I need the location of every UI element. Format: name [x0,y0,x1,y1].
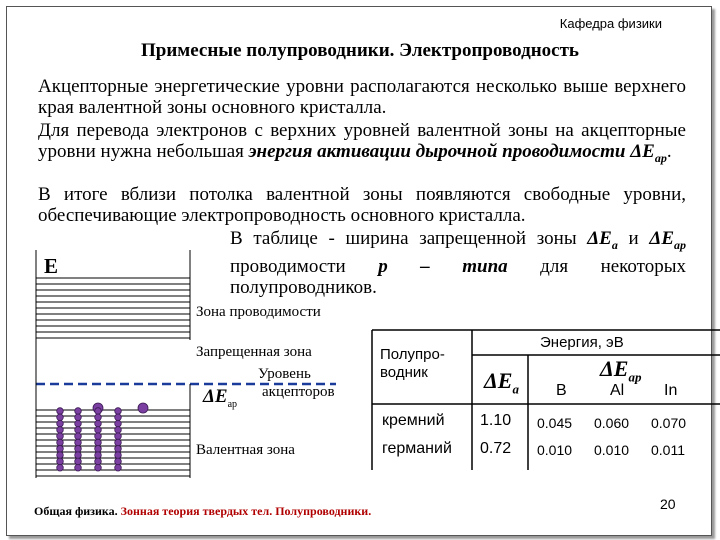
footer-topic: Зонная теория твердых тел. Полупроводники. [120,504,372,518]
row-germanium-B: 0.010 [537,442,573,458]
p-type-term: p – типа [378,255,508,277]
row-silicon-B: 0.045 [537,415,573,431]
dEap-term: ΔE [649,228,674,249]
delta-ap-symbol: ΔE [203,386,228,407]
row-silicon-Al: 0.060 [594,415,630,431]
row-germanium-In: 0.011 [651,442,685,458]
department-label: Кафедра физики [559,16,662,31]
energy-axis-label: E [44,254,59,278]
paragraph-4-text-a: В таблице - ширина запрещенной зоны [230,228,588,249]
row-silicon-In: 0.070 [651,415,687,431]
paragraph-4-text-c: для некоторых полупроводников. [230,255,686,298]
activation-energy-term: энергия активации дырочной проводимости ΔE [248,141,655,162]
forbidden-gap-label: Запрещенная зона [196,344,312,360]
dEa-term: ΔE [587,228,612,249]
table-dEa-symbol: ΔE [484,368,513,393]
paragraph-4-and: и [617,228,650,249]
table-header-energy: Энергия, эВ [540,334,624,351]
slide-title: Примесные полупроводники. Электропроводность [141,40,579,61]
acceptor-level-label-1: Уровень [258,366,311,382]
row-silicon-dEa: 1.10 [480,412,512,429]
table-header-dEa [484,368,519,397]
row-germanium-Al: 0.010 [594,442,630,458]
dEap-sub: ap [674,237,686,252]
acceptor-level-label-2: акцепторов [262,384,335,400]
valence-band-label: Валентная зона [196,442,295,458]
activation-energy-sub: ap [654,150,667,165]
dopant-Al: Al [610,382,625,399]
row-germanium-dEa: 0.72 [480,440,512,457]
table-dEa-sub: a [512,381,519,397]
conduction-band-label: Зона проводимости [196,304,321,320]
paragraph-3: В итоге вблизи потолка валентной зоны появляются свободные уровни, обеспечивающие электропроводность основного кристалла. [38,184,686,226]
paragraph-1: Акцепторные энергетические уровни располагаются несколько выше верхнего края валентной зоны основного кристалла. [38,76,686,118]
paragraph-2-end: . [666,141,672,162]
dopant-B: B [556,382,567,399]
table-header-dEap [600,356,641,385]
table-dEap-symbol: ΔE [600,356,629,381]
footer-course: Общая физика. [34,504,121,518]
table-header-material: Полупро- водник [380,346,445,381]
page-number: 20 [660,496,676,512]
paragraph-4-text-b: проводимости [230,255,379,277]
delta-ap-sub: ap [227,398,238,410]
table-dEap-sub: ap [628,369,642,385]
dopant-In: In [664,382,678,399]
row-silicon-name: кремний [382,412,445,429]
footer [34,504,371,519]
paragraph-2-text: Для перевода электронов с верхних уровней валентной зоны на акцепторные уровни нужна небольшая [38,120,686,162]
row-germanium-name: германий [382,440,452,457]
dEa-sub: a [611,237,618,252]
